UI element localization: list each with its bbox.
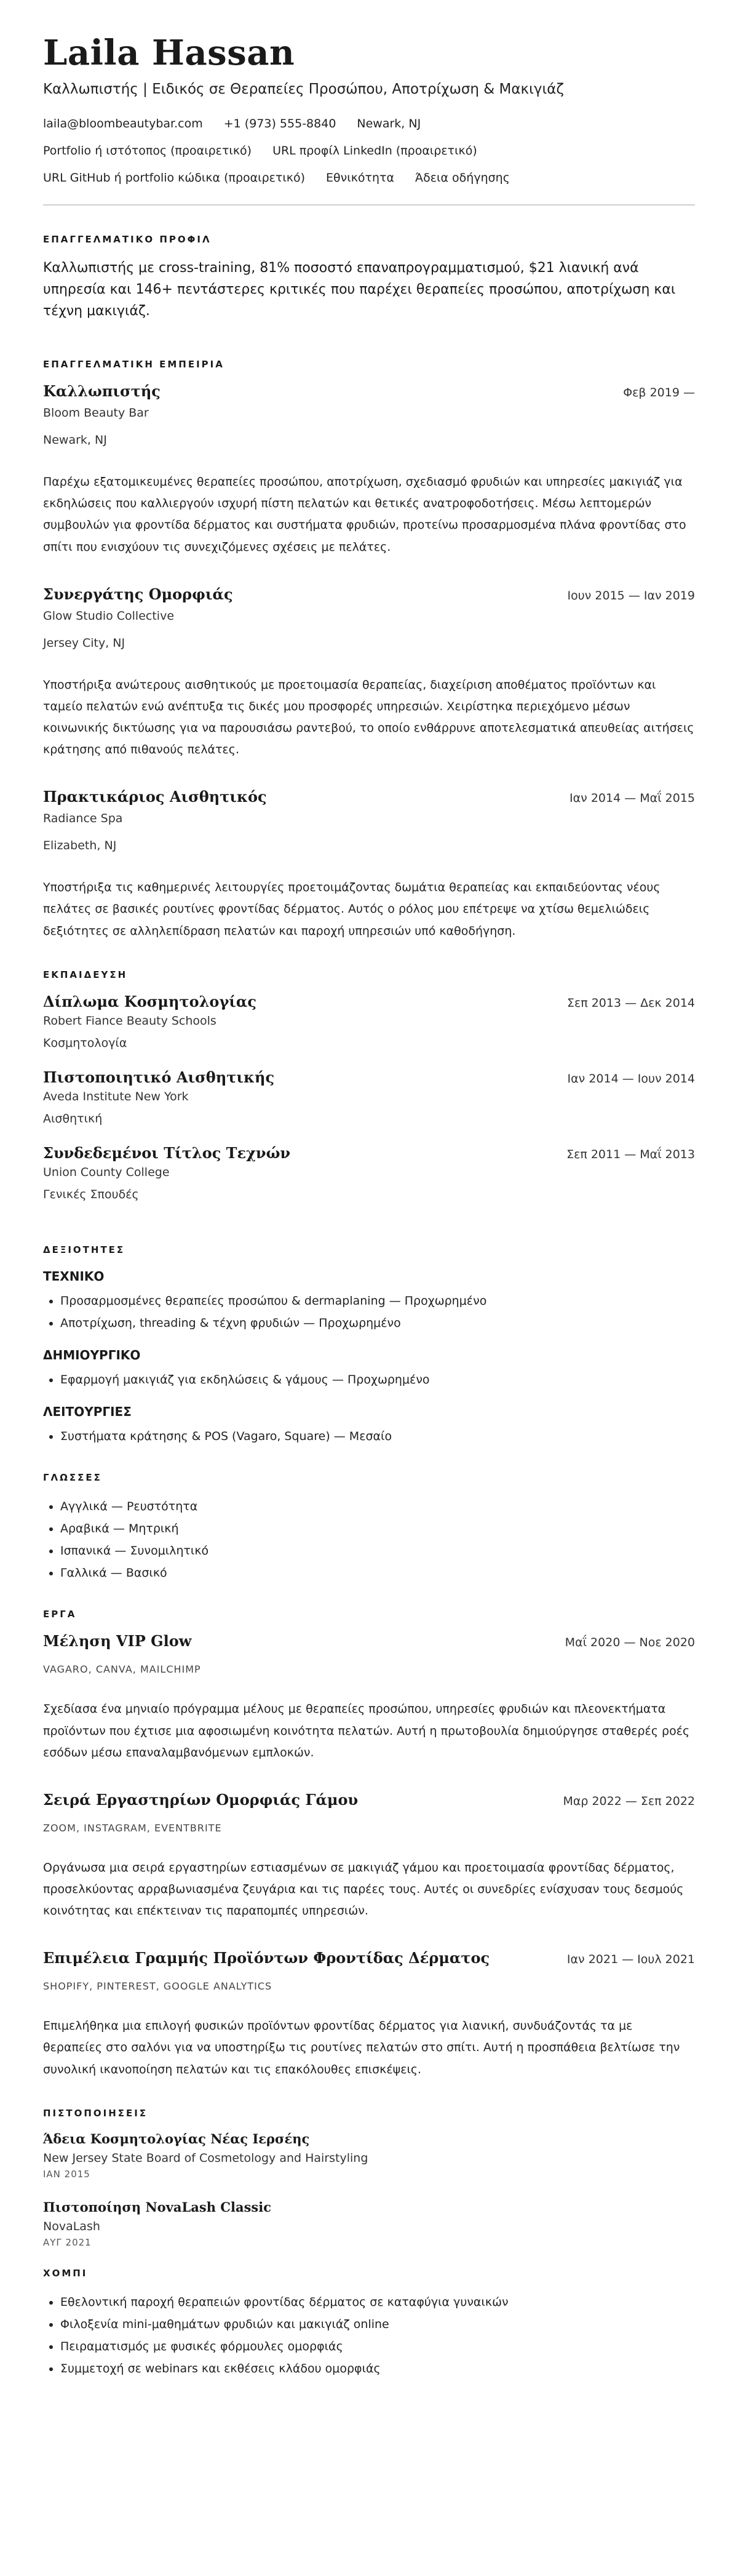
job-title: Πρακτικάριος Αισθητικός: [43, 788, 267, 806]
resume-page: [43, 0, 695, 2404]
language-item: • Αραβικά — Μητρική: [60, 1518, 695, 1540]
degree-title: Συνδεδεμένοι Τίτλος Τεχνών: [43, 1143, 291, 1162]
language-list: [43, 1495, 695, 1584]
section-heading-profile: ΕΠΑΓΓΕΛΜΑΤΙΚΟ ΠΡΟΦΙΛ: [43, 233, 212, 245]
certification-date: ΙΑΝ 2015: [43, 2168, 90, 2180]
language-item: • Ισπανικά — Συνομιλητικό: [60, 1540, 695, 1562]
job-description: Υποστήριξα ανώτερους αισθητικούς με προετοιμασία θεραπείας, διαχείριση αποθέματος προϊόντων και ταμείο πελατών ενώ ανέπτυξα τις δικές μου προσφορές υπηρεσιών. Χειρίστηκα περιεχόμενο μέσων κοινωνικής δικτύωσης για να παρουσιάσω ραντεβού, το οποίο ενθάρρυνε αποτελεσματικά απευθείας αιτήσεις κράτησης από πιθανούς πελάτες.: [43, 678, 694, 757]
portfolio-link[interactable]: Portfolio ή ιστότοπος (προαιρετικό): [43, 143, 252, 158]
skills-section: [43, 1244, 695, 1447]
email-link[interactable]: laila@bloombeautybar.com: [43, 116, 203, 130]
profile-summary: Καλλωπιστής με cross-training, 81% ποσοστό επαναπρογραμματισμού, $21 λιανική ανά υπηρεσία και 146+ πεντάστερες κριτικές που παρέχει θεραπείες προσώπου, αποτρίχωση και τέχνη μακιγιάζ.: [43, 260, 676, 319]
job-company: Radiance Spa: [43, 812, 123, 826]
skill-list: [43, 1369, 695, 1391]
phone-number[interactable]: +1 (973) 555-8840: [223, 116, 336, 130]
education-entry: [43, 1068, 695, 1126]
study-field: Κοσμητολογία: [43, 1036, 127, 1050]
project-entry: [43, 1791, 695, 1922]
certification-entry: [43, 2199, 695, 2248]
certifications-section: [43, 2108, 695, 2248]
job-entry: [43, 382, 695, 558]
project-dates: Μαρ 2022 — Σεπ 2022: [563, 1794, 695, 1808]
certification-issuer: New Jersey State Board of Cosmetology and Hairstyling: [43, 2151, 368, 2165]
driving-license: Άδεια οδήγησης: [415, 170, 510, 185]
skill-list: [43, 1290, 695, 1334]
hobby-item: • Φιλοξενία mini-μαθημάτων φρυδιών και μακιγιάζ online: [60, 2313, 695, 2335]
project-title: Σειρά Εργαστηρίων Ομορφιάς Γάμου: [43, 1790, 359, 1809]
section-heading-languages: ΓΛΩΣΣΕΣ: [43, 1472, 102, 1484]
education-dates: Ιαν 2014 — Ιουν 2014: [567, 1071, 695, 1086]
resume-header: [43, 34, 695, 185]
education-section: [43, 969, 695, 1201]
education-dates: Σεπ 2013 — Δεκ 2014: [566, 996, 695, 1010]
job-description: Υποστήριξα τις καθημερινές λειτουργίες προετοιμάζοντας δωμάτια θεραπείας και εκπαιδεύοντας νέους πελάτες σε βασικές ρουτίνες φροντίδας δέρματος. Αυτός ο ρόλος μου επέτρεψε να χτίσω θεμελιώδεις δεξιότητες σε αλληλεπίδραση πελατών και παροχή υπηρεσιών υπό καθοδήγηση.: [43, 881, 661, 938]
education-dates: Σεπ 2011 — Μαΐ 2013: [566, 1147, 695, 1161]
project-tools: SHOPIFY, PINTEREST, GOOGLE ANALYTICS: [43, 1980, 272, 1993]
school-name: Robert Fiance Beauty Schools: [43, 1014, 216, 1028]
hobby-item: • Συμμετοχή σε webinars και εκθέσεις κλάδου ομορφιάς: [60, 2358, 695, 2380]
contact-row-primary: [43, 117, 695, 130]
contact-row-links: [43, 144, 695, 158]
job-location: Newark, NJ: [43, 433, 107, 447]
project-tools: VAGARO, CANVA, MAILCHIMP: [43, 1663, 201, 1676]
section-heading-experience: ΕΠΑΓΓΕΛΜΑΤΙΚΗ ΕΜΠΕΙΡΙΑ: [43, 359, 224, 370]
school-name: Union County College: [43, 1165, 170, 1179]
project-tools: ZOOM, INSTAGRAM, EVENTBRITE: [43, 1822, 222, 1834]
certification-issuer: NovaLash: [43, 2219, 100, 2233]
linkedin-link[interactable]: URL προφίλ LinkedIn (προαιρετικό): [272, 143, 477, 158]
education-entry: [43, 1144, 695, 1201]
certification-name: Άδεια Κοσμητολογίας Νέας Ιερσέης: [43, 2130, 310, 2146]
education-entry: [43, 993, 695, 1050]
job-title: Καλλωπιστής: [43, 382, 161, 401]
projects-section: [43, 1609, 695, 2080]
hobby-item: • Εθελοντική παροχή θεραπειών φροντίδας δέρματος σε καταφύγια γυναικών: [60, 2291, 695, 2313]
hobby-list: [43, 2291, 695, 2380]
skill-item: • Αποτρίχωση, threading & τέχνη φρυδιών — Προχωρημένο: [60, 1312, 695, 1334]
job-dates: Φεβ 2019 —: [623, 386, 695, 400]
header-divider: [43, 204, 695, 206]
section-heading-skills: ΔΕΞΙΟΤΗΤΕΣ: [43, 1244, 125, 1255]
project-entry: [43, 1949, 695, 2080]
study-field: Αισθητική: [43, 1111, 103, 1126]
school-name: Aveda Institute New York: [43, 1089, 189, 1103]
section-heading-projects: ΕΡΓΑ: [43, 1609, 77, 1620]
project-entry: [43, 1632, 695, 1763]
github-link[interactable]: URL GitHub ή portfolio κώδικα (προαιρετικό): [43, 170, 306, 185]
language-item: • Αγγλικά — Ρευστότητα: [60, 1495, 695, 1518]
section-heading-education: ΕΚΠΑΙΔΕΥΣΗ: [43, 969, 128, 980]
experience-section: [43, 359, 695, 942]
degree-title: Πιστοποιητικό Αισθητικής: [43, 1068, 275, 1086]
skill-item: • Προσαρμοσμένες θεραπείες προσώπου & dermaplaning — Προχωρημένο: [60, 1290, 695, 1312]
section-heading-hobbies: ΧΟΜΠΙ: [43, 2267, 88, 2279]
job-location: Jersey City, NJ: [43, 636, 125, 650]
project-dates: Ιαν 2021 — Ιουλ 2021: [566, 1953, 695, 1967]
job-company: Bloom Beauty Bar: [43, 406, 149, 420]
job-entry: [43, 788, 695, 942]
project-dates: Μαΐ 2020 — Νοε 2020: [565, 1636, 695, 1650]
profile-section: [43, 234, 695, 322]
skill-category: ΤΕΧΝΙΚΟ: [43, 1268, 105, 1284]
skill-item: • Εφαρμογή μακιγιάζ για εκδηλώσεις & γάμους — Προχωρημένο: [60, 1369, 695, 1391]
job-title: Συνεργάτης Ομορφιάς: [43, 585, 233, 603]
degree-title: Δίπλωμα Κοσμητολογίας: [43, 992, 256, 1010]
project-title: Επιμέλεια Γραμμής Προϊόντων Φροντίδας Δέρματος: [43, 1949, 490, 1967]
skill-category: ΔΗΜΙΟΥΡΓΙΚΟ: [43, 1347, 141, 1362]
project-description: Σχεδίασα ένα μηνιαίο πρόγραμμα μέλους με θεραπείες προσώπου, υπηρεσίες φρυδιών και πλεονεκτήματα προϊόντων που έχτισε μια αφοσιωμένη κοινότητα πελατών. Αυτή η πρωτοβουλία δημιούργησε σταθερές ροές εσόδων μέσω επαναλαμβανόμενων εμπλοκών.: [43, 1702, 690, 1759]
job-location: Elizabeth, NJ: [43, 839, 117, 853]
location: Newark, NJ: [357, 116, 421, 130]
skill-category: ΛΕΙΤΟΥΡΓΙΕΣ: [43, 1404, 132, 1419]
job-description: Παρέχω εξατομικευμένες θεραπείες προσώπου, αποτρίχωση, σχεδιασμό φρυδιών και υπηρεσίες μακιγιάζ για εκδηλώσεις που καλλιεργούν ισχυρή πίστη πελατών και θετικές ανατροφοδοτήσεις. Μέσω λεπτομερών συμβουλών για φροντίδα δέρματος και συστήματα φρυδιών, προτείνω προσαρμοσμένα πλάνα φροντίδας στο σπίτι που ενισχύουν τις συνεχιζόμενες σχέσεις με πελάτες.: [43, 475, 686, 554]
skill-item: • Συστήματα κράτησης & POS (Vagaro, Square) — Μεσαίο: [60, 1425, 695, 1447]
study-field: Γενικές Σπουδές: [43, 1187, 139, 1201]
skill-list: [43, 1425, 695, 1447]
certification-date: ΑΥΓ 2021: [43, 2236, 92, 2248]
nationality: Εθνικότητα: [326, 170, 394, 185]
project-description: Επιμελήθηκα μια επιλογή φυσικών προϊόντων φροντίδας δέρματος για λιανική, συνδυάζοντάς τα με θεραπείες στο σαλόνι για να υποστηρίξω τις ρουτίνες πελατών στο σπίτι. Αυτή η προσπάθεια βελτίωσε την συνολική ικανοποίηση πελατών και τις επακόλουθες επισκέψεις.: [43, 2019, 680, 2076]
languages-section: [43, 1472, 695, 1584]
hobby-item: • Πειραματισμός με φυσικές φόρμουλες ομορφιάς: [60, 2335, 695, 2358]
job-entry: [43, 585, 695, 761]
section-heading-certifications: ΠΙΣΤΟΠΟΙΗΣΕΙΣ: [43, 2107, 148, 2119]
hobbies-section: [43, 2268, 695, 2380]
project-title: Μέληση VIP Glow: [43, 1632, 192, 1650]
candidate-name: Laila Hassan: [43, 33, 295, 73]
certification-name: Πιστοποίηση NovaLash Classic: [43, 2199, 271, 2215]
language-item: • Γαλλικά — Βασικό: [60, 1562, 695, 1584]
job-dates: Ιαν 2014 — Μαΐ 2015: [569, 791, 695, 806]
certification-entry: [43, 2131, 695, 2180]
job-dates: Ιουν 2015 — Ιαν 2019: [567, 588, 695, 602]
job-company: Glow Studio Collective: [43, 609, 175, 623]
contact-row-extra: [43, 171, 695, 185]
project-description: Οργάνωσα μια σειρά εργαστηρίων εστιασμένων σε μακιγιάζ γάμου και προετοιμασία φροντίδας δέρματος, προσελκύοντας αρραβωνιασμένα ζευγάρια και τις παρέες τους. Αυτές οι συνεδρίες ενίσχυσαν τους δεσμούς κοινότητας και επέκτειναν τις παραπομπές υπηρεσιών.: [43, 1860, 684, 1918]
candidate-title: Καλλωπιστής | Ειδικός σε Θεραπείες Προσώπου, Αποτρίχωση & Μακιγιάζ: [43, 81, 564, 97]
